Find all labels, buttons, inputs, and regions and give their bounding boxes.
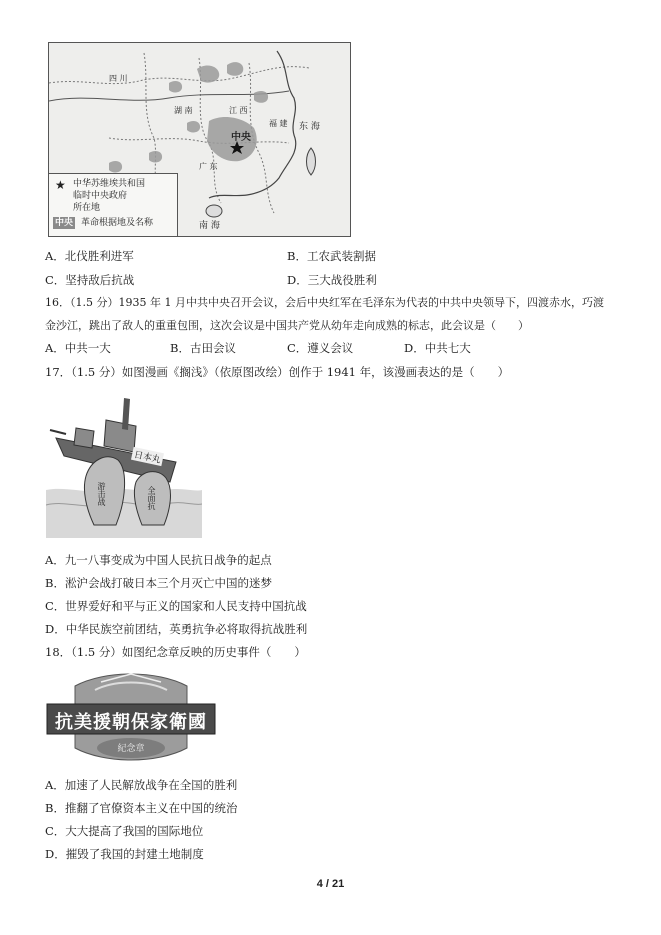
- page-number: 4 / 21: [316, 878, 345, 890]
- cartoon-stranded-ship: [46, 390, 202, 538]
- badge-sub-text: 紀念章: [117, 744, 145, 754]
- badge-main-text: 抗美援朝保家衛國: [55, 712, 207, 733]
- legend-box-label: 中央: [55, 218, 74, 228]
- cartoon-rock-right-label: 全面抗: [147, 486, 156, 510]
- map-label-hunan: 湖 南: [174, 106, 193, 115]
- q17-stem: 17．（1.5 分）如图漫画《搁浅》（依原图改绘）创作于 1941 年，该漫画表达的是（ ）: [45, 365, 510, 379]
- q16-stem-line-1: 16．（1.5 分）1935 年 1 月中共中央召开会议，会后中央红军在毛泽东为代表的中共中央领导下，四渡赤水，巧渡: [45, 296, 604, 309]
- map-legend: [49, 173, 178, 236]
- cartoon-drawing: [46, 390, 202, 538]
- map-label-south-sea: 南 海: [199, 221, 220, 231]
- q17-option-c: C．世界爱好和平与正义的国家和人民支持中国抗战: [45, 599, 307, 613]
- q18-option-a: A．加速了人民解放战争在全国的胜利: [45, 778, 238, 792]
- q17-option-a: A．九一八事变成为中国人民抗日战争的起点: [45, 553, 272, 567]
- map-label-central: 中央: [231, 132, 251, 143]
- q16-option-a: A．中共一大: [45, 341, 111, 355]
- q15-option-a: A．北伐胜利进军: [45, 249, 134, 263]
- q15-option-d: D．三大战役胜利: [287, 273, 377, 287]
- q18-option-d: D．摧毁了我国的封建土地制度: [45, 847, 204, 861]
- legend-line-1: 中华苏维埃共和国: [73, 179, 146, 189]
- legend-box-desc: 革命根据地及名称: [81, 218, 154, 228]
- cartoon-rock-left-label: 游击战: [97, 482, 106, 506]
- map-label-jiangxi: 江 西: [229, 106, 248, 115]
- legend-line-3: 所在地: [73, 203, 101, 213]
- map-label-east-sea: 东 海: [299, 122, 320, 132]
- legend-line-2: 临时中央政府: [73, 191, 128, 201]
- q18-stem: 18．（1.5 分）如图纪念章反映的历史事件（ ）: [45, 645, 306, 659]
- map-label-guangdong: 广 东: [199, 162, 218, 171]
- legend-star-icon: ★: [55, 178, 66, 192]
- q15-option-c: C．坚持敌后抗战: [45, 273, 135, 287]
- q15-option-b: B．工农武装割据: [287, 249, 376, 263]
- q16-option-c: C．遵义会议: [287, 341, 354, 355]
- q17-option-b: B．淞沪会战打破日本三个月灭亡中国的迷梦: [45, 576, 272, 590]
- q16-option-b: B．古田会议: [170, 341, 236, 355]
- q16-stem-line-2: 金沙江，跳出了敌人的重重包围，这次会议是中国共产党从幼年走向成熟的标志，此会议是（ ）: [45, 319, 529, 332]
- map-label-fujian: 福 建: [269, 119, 288, 128]
- commemorative-badge: [45, 668, 217, 766]
- q18-option-b: B．推翻了官僚资本主义在中国的统治: [45, 801, 238, 815]
- revolution-base-map: [48, 42, 351, 237]
- q16-option-d: D．中共七大: [404, 341, 471, 355]
- q17-option-d: D．中华民族空前团结，英勇抗争必将取得抗战胜利: [45, 622, 308, 636]
- map-label-sichuan: 四 川: [109, 74, 128, 83]
- q18-option-c: C．大大提高了我国的国际地位: [45, 824, 204, 838]
- cartoon-ship-label: 日本丸: [131, 447, 164, 466]
